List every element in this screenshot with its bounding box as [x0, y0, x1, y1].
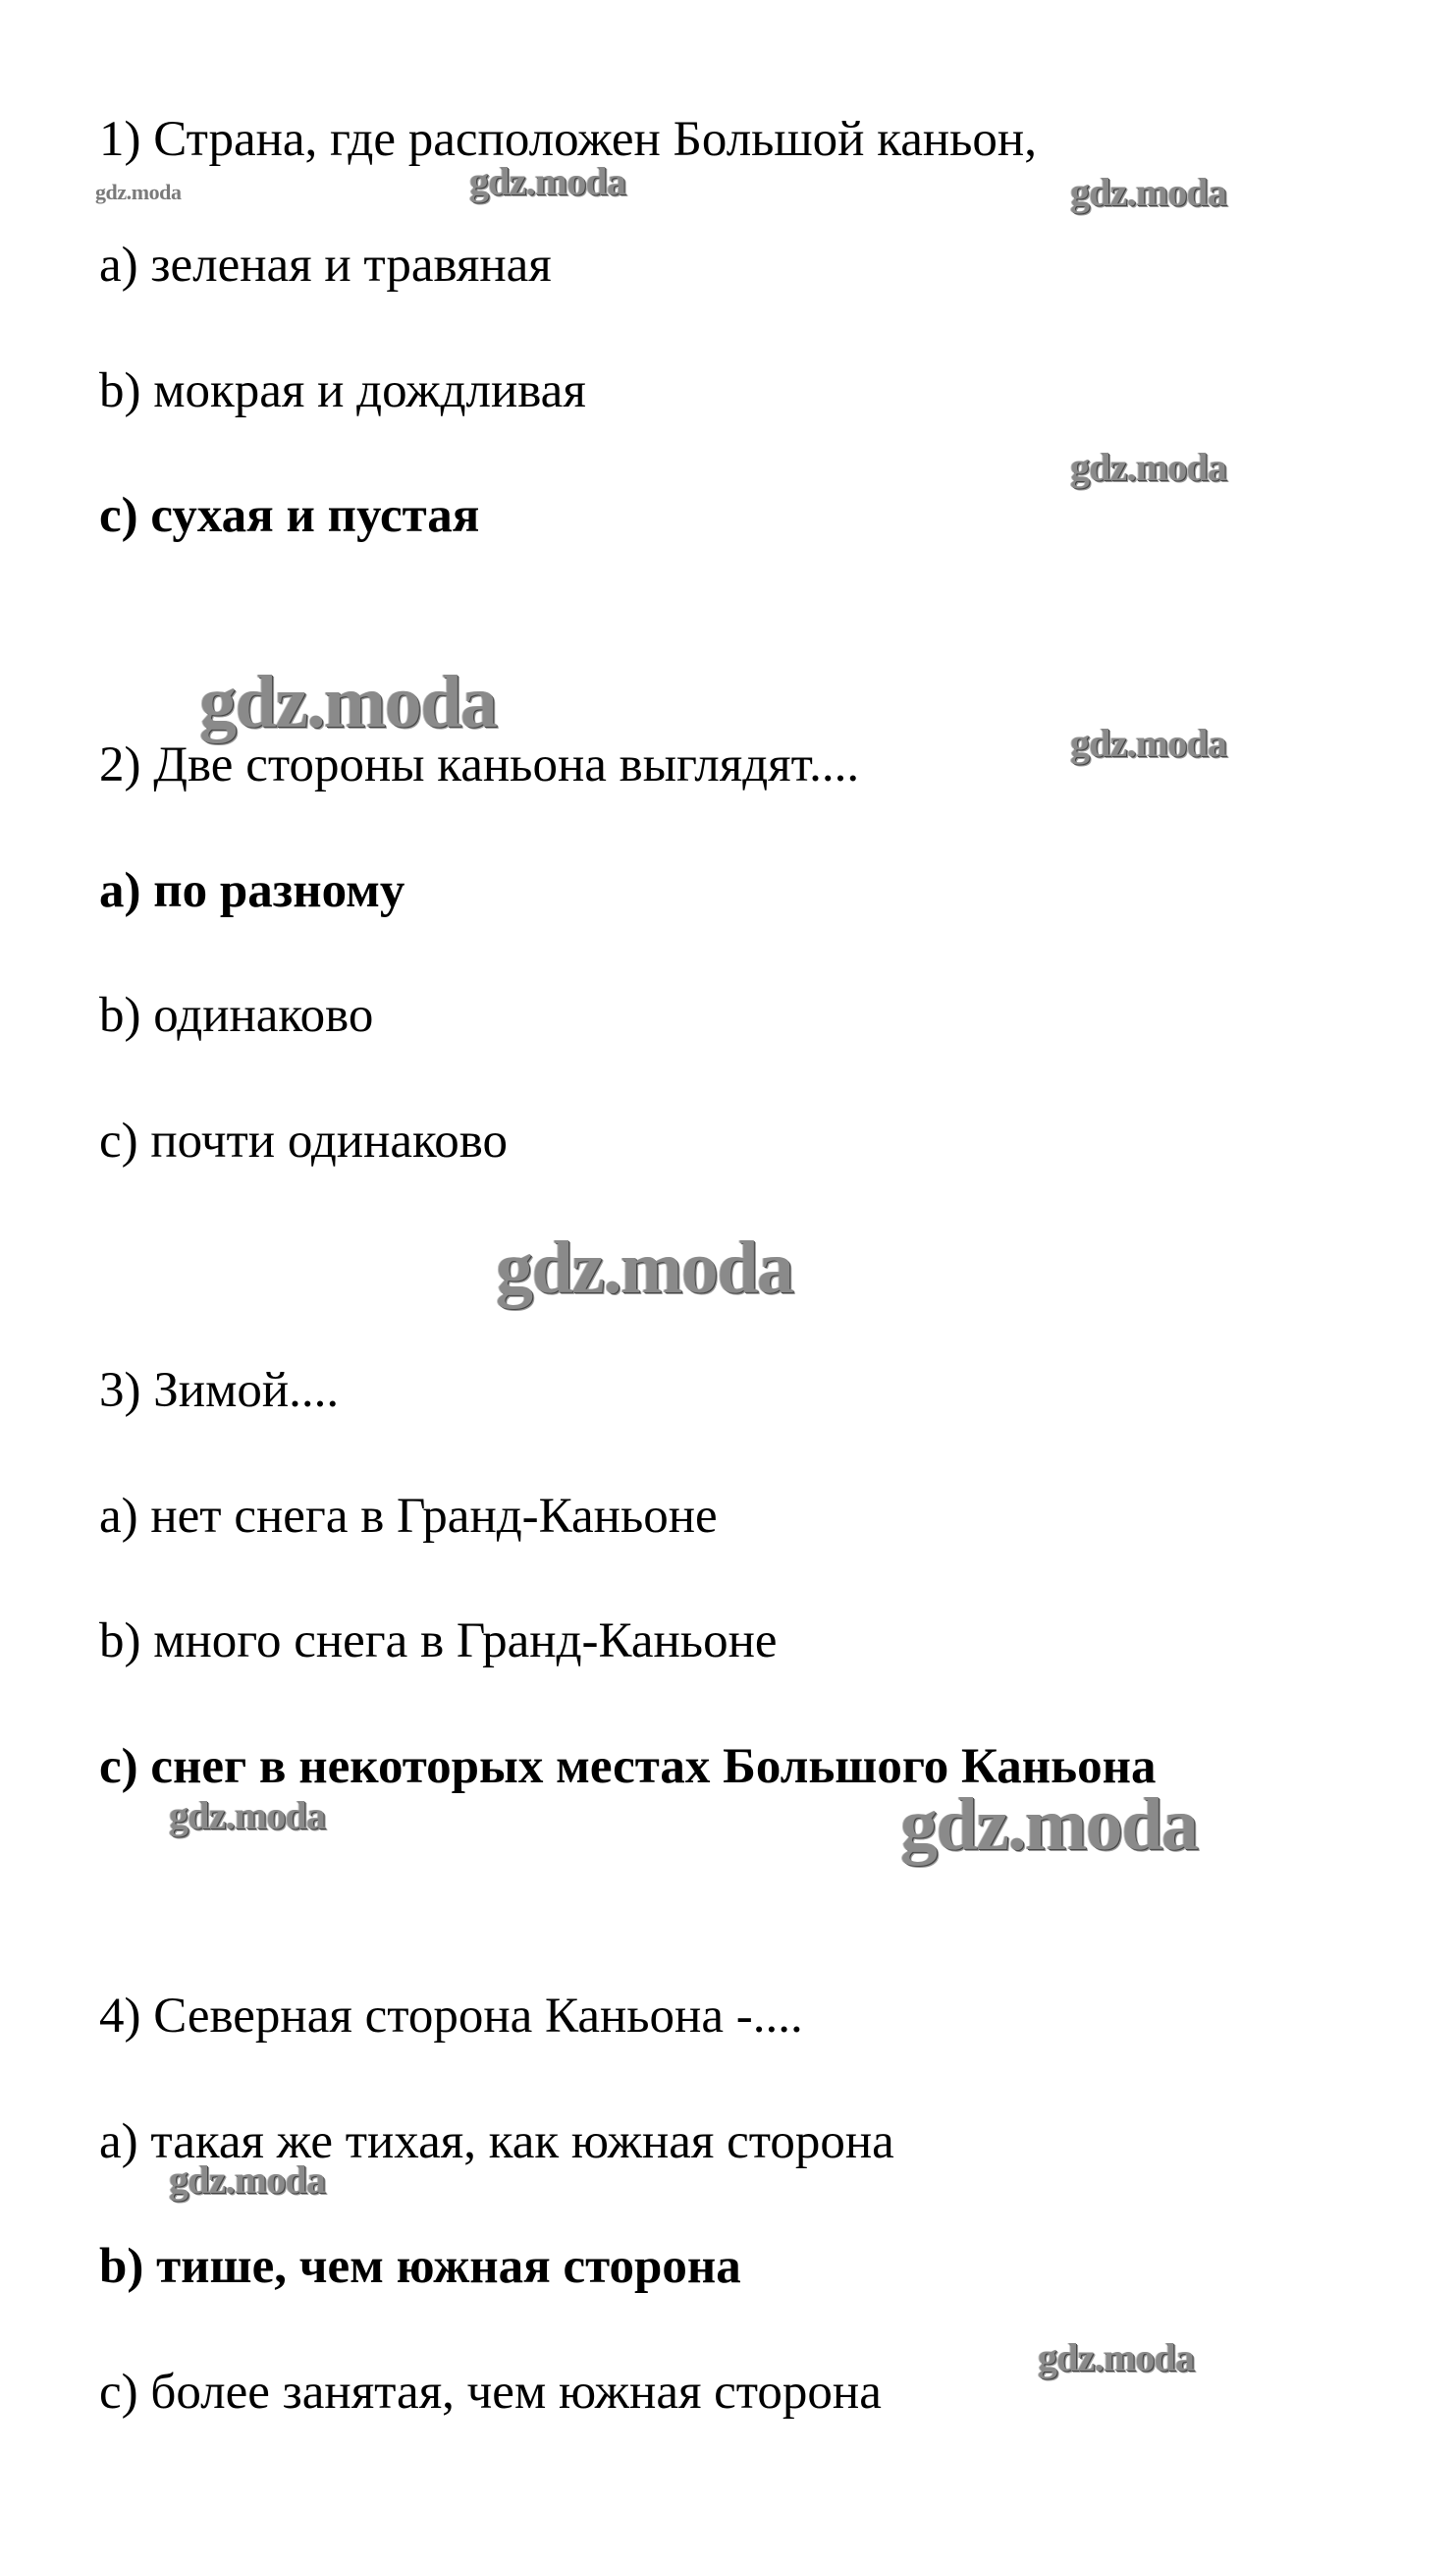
- watermark: gdz.moda: [1070, 170, 1227, 214]
- watermark: gdz.moda: [496, 1227, 793, 1309]
- watermark: gdz.moda: [169, 2157, 326, 2202]
- question-1-option-b: b) мокрая и дождливая: [99, 363, 586, 418]
- question-2-option-c: c) почти одинаково: [99, 1114, 508, 1169]
- watermark: gdz.moda: [1038, 2335, 1195, 2379]
- question-3-option-c-answer: c) снег в некоторых местах Большого Каньона: [99, 1739, 1157, 1794]
- watermark: gdz.moda: [199, 661, 497, 743]
- watermark: gdz.moda: [900, 1783, 1198, 1866]
- question-1-option-a: a) зеленая и травяная: [99, 238, 552, 293]
- question-3-option-a: a) нет снега в Гранд-Каньоне: [99, 1489, 718, 1544]
- watermark: gdz.moda: [95, 180, 182, 204]
- watermark: gdz.moda: [1070, 721, 1227, 765]
- question-4-prompt: 4) Северная сторона Каньона -....: [99, 1989, 803, 2044]
- question-4-option-c: c) более занятая, чем южная сторона: [99, 2365, 882, 2420]
- question-1-option-c-answer: c) сухая и пустая: [99, 488, 480, 543]
- question-4-option-a: a) такая же тихая, как южная сторона: [99, 2114, 894, 2169]
- question-2-option-b: b) одинаково: [99, 988, 374, 1043]
- question-1-prompt: 1) Страна, где расположен Большой каньон,: [99, 112, 1037, 167]
- watermark: gdz.moda: [469, 159, 626, 203]
- question-3-option-b: b) много снега в Гранд-Каньоне: [99, 1613, 778, 1668]
- question-4-option-b-answer: b) тише, чем южная сторона: [99, 2239, 741, 2294]
- question-2-prompt: 2) Две стороны каньона выглядят....: [99, 737, 860, 792]
- watermark: gdz.moda: [1070, 445, 1227, 489]
- question-2-option-a-answer: a) по разному: [99, 863, 405, 918]
- watermark: gdz.moda: [169, 1793, 326, 1837]
- question-3-prompt: 3) Зимой....: [99, 1363, 340, 1418]
